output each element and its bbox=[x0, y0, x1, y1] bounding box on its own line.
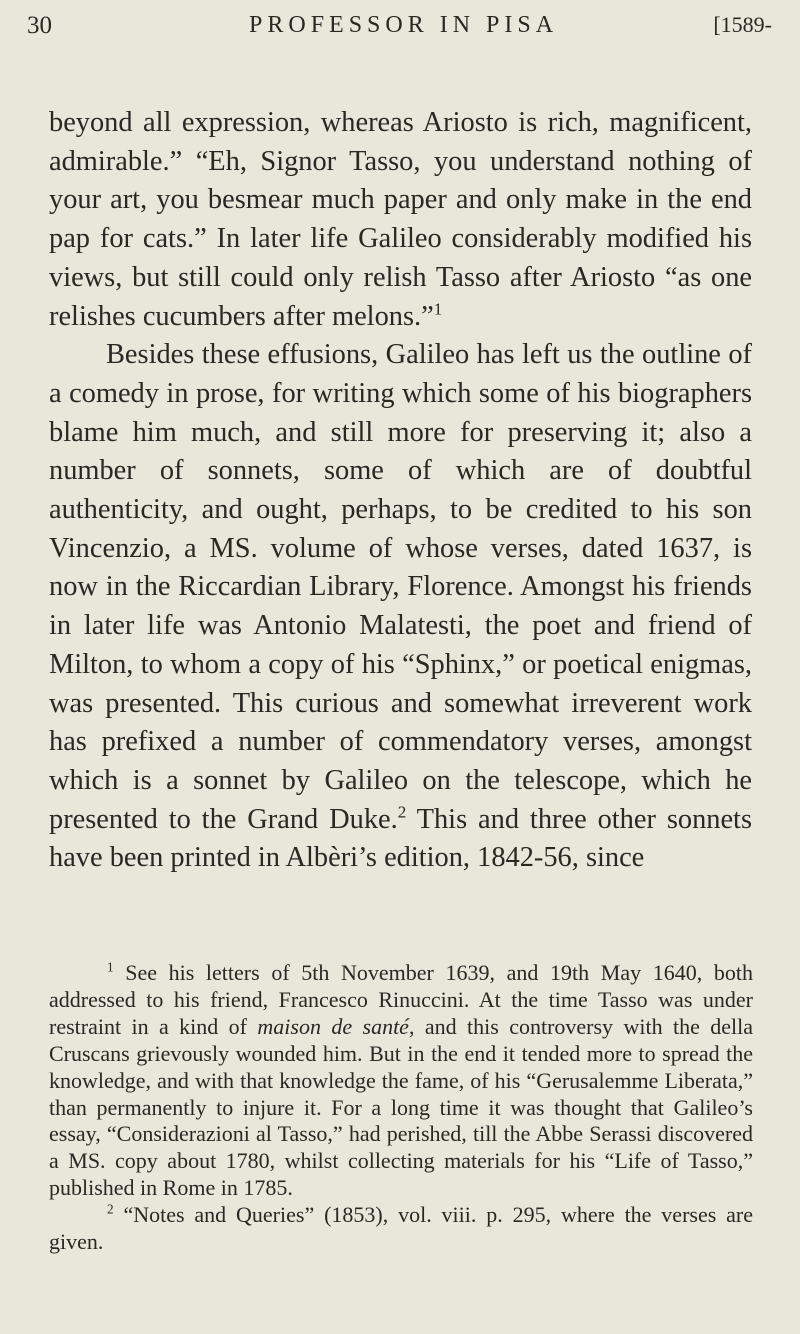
footnote-1-italic: maison de santé bbox=[257, 1013, 409, 1039]
paragraph-2-text-b: This and three other sonnets have been printed in Albèri’s edition, 1842-56, since bbox=[49, 803, 752, 874]
footnote-1 bbox=[49, 960, 753, 1202]
footnotes bbox=[49, 960, 753, 1256]
paragraph-2 bbox=[49, 336, 752, 878]
footnote-ref-2[interactable]: 2 bbox=[397, 802, 407, 822]
main-text bbox=[49, 104, 752, 878]
footnote-1-text-a: See his letters of 5th November 1639, and 19th May 1640, both addressed to his friend, Francesco Rinuccini. At the time Tasso was under restraint in a kind of bbox=[49, 960, 753, 1039]
footnote-2-mark: 2 bbox=[107, 1201, 114, 1217]
paragraph-1 bbox=[49, 104, 752, 336]
footnote-1-mark: 1 bbox=[107, 959, 114, 975]
paragraph-1-text: beyond all expression, whereas Ariosto is rich, magnificent, admirable.” “Eh, Signor Tasso, you understand nothing of your art, you besmear much paper and only make in the end pap for cats.” In later life Galileo considerably modified his views, but still could only relish Tasso after Ariosto “as one relishes cucumbers after melons.” bbox=[49, 107, 752, 332]
page-number: 30 bbox=[27, 12, 52, 39]
running-date: [1589- bbox=[713, 12, 772, 37]
running-head bbox=[27, 4, 772, 44]
footnote-1-text-b: , and this controversy with the della Cruscans grievously wounded him. But in the end it tended more to spread the knowledge, and with that knowledge the fame, of his “Gerusalemme Liberata,” than permanently to injure it. For a long time it was thought that Galileo’s essay, “Considerazioni al Tasso,” had perished, till the Abbe Serassi discovered a MS. copy about 1780, whilst collecting materials for his “Life of Tasso,” published in Rome in 1785. bbox=[49, 1013, 753, 1201]
footnote-ref-1[interactable]: 1 bbox=[433, 299, 443, 319]
running-title: PROFESSOR IN PISA bbox=[249, 12, 559, 38]
paragraph-2-text-a: Besides these effusions, Galileo has left us the outline of a comedy in prose, for writing which some of his biographers blame him much, and still more for preserving it; also a number of sonnets, some of which are of doubtful authenticity, and ought, perhaps, to be credited to his son Vincenzio, a MS. volume of whose verses, dated 1637, is now in the Riccardian Library, Florence. Amongst his friends in later life was Antonio Malatesti, the poet and friend of Milton, to whom a copy of his “Sphinx,” or poetical enigmas, was presented. This curious and somewhat irreverent work has prefixed a number of commendatory verses, amongst which is a sonnet by Galileo on the telescope, which he presented to the Grand Duke. bbox=[49, 339, 752, 835]
footnote-2 bbox=[49, 1202, 753, 1256]
footnote-2-text: “Notes and Queries” (1853), vol. viii. p. 295, where the verses are given. bbox=[49, 1202, 753, 1255]
